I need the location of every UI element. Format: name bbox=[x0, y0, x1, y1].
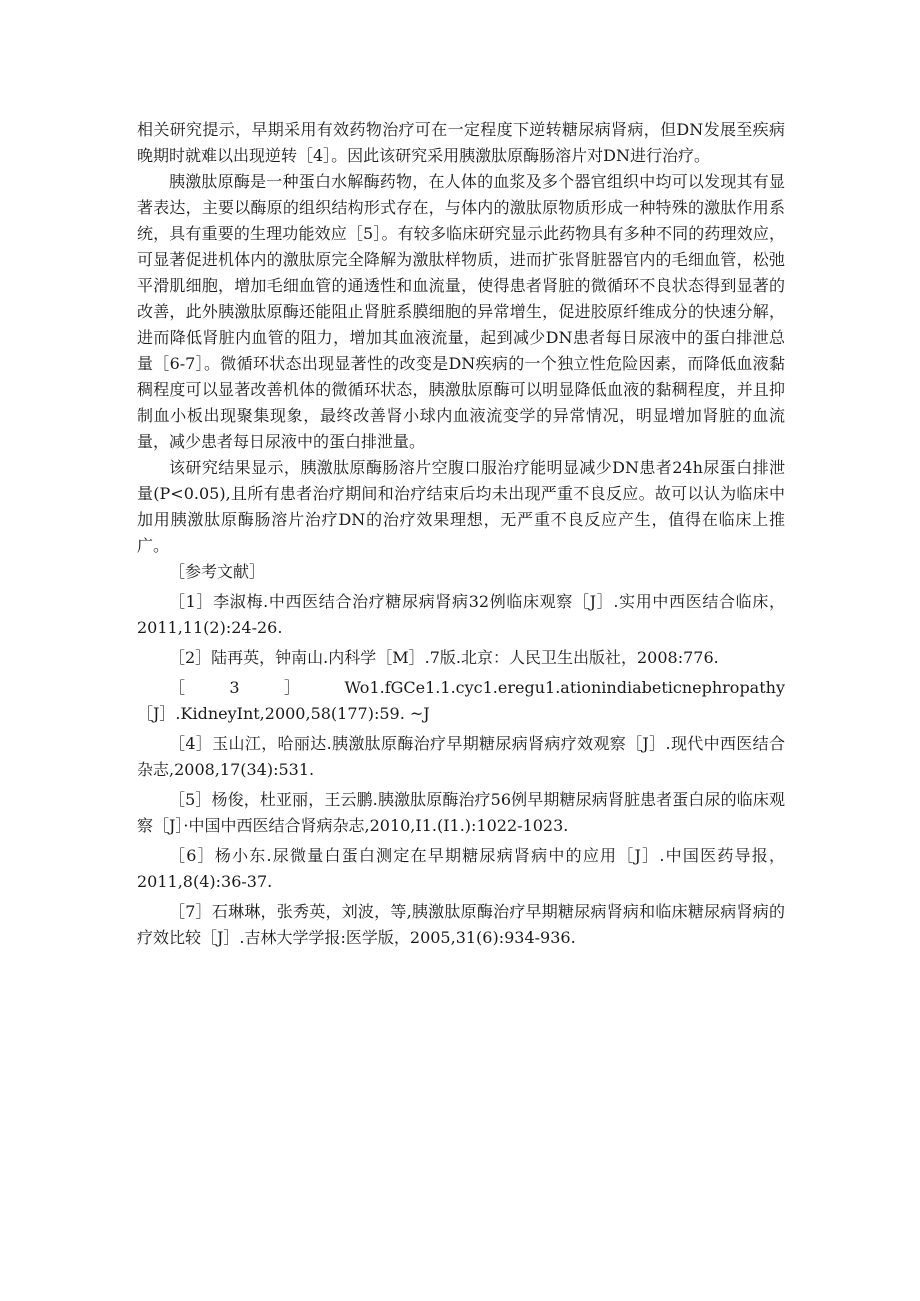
reference-item-1: ［1］李淑梅.中西医结合治疗糖尿病肾病32例临床观察［J］.实用中西医结合临床，2011,11(2):24-26. bbox=[137, 592, 785, 637]
references-heading: ［参考文献］ bbox=[169, 562, 266, 581]
body-paragraph-conclusion: 该研究结果显示，胰激肽原酶肠溶片空腹口服治疗能明显减少DN患者24h尿蛋白排泄量(P<0.05),且所有患者治疗期间和治疗结束后均未出现严重不良反应。故可以认为临床中加用胰激肽原酶肠溶片治疗DN的治疗效果理想，无严重不良反应产生，值得在临床上推广。 bbox=[137, 458, 785, 555]
reference-item-5: ［5］杨俊，杜亚丽，王云鹏.胰激肽原酶治疗56例早期糖尿病肾脏患者蛋白尿的临床观察［J］·中国中西医结合肾病杂志,2010,I1.(I1.):1022-1023. bbox=[137, 790, 785, 835]
body-paragraph-enzyme: 胰激肽原酶是一种蛋白水解酶药物，在人体的血浆及多个器官组织中均可以发现其有显著表达，主要以酶原的组织结构形式存在，与体内的激肽原物质形成一种特殊的激肽作用系统，具有重要的生理功能效应［5］。有较多临床研究显示此药物具有多种不同的药理效应，可显著促进机体内的激肽原完全降解为激肽样物质，进而扩张肾脏器官内的毛细血管，松弛平滑肌细胞，增加毛细血管的通透性和血流量，使得患者肾脏的微循环不良状态得到显著的改善，此外胰激肽原酶还能阻止肾脏系膜细胞的异常增生，促进胶原纤维成分的快速分解，进而降低肾脏内血管的阻力，增加其血液流量，起到减少DN患者每日尿液中的蛋白排泄总量［6-7］。微循环状态出现显著性的改变是DN疾病的一个独立性危险因素，而降低血液黏稠程度可以显著改善机体的微循环状态，胰激肽原酶可以明显降低血液的黏稠程度，并且抑制血小板出现聚集现象，最终改善肾小球内血液流变学的异常情况，明显增加肾脏的血流量，减少患者每日尿液中的蛋白排泄量。 bbox=[137, 172, 785, 451]
reference-item-6: ［6］杨小东.尿微量白蛋白测定在早期糖尿病肾病中的应用［J］.中国医药导报，2011,8(4):36-37. bbox=[137, 846, 785, 891]
reference-item-3: ［3］Wo1.fGCe1.1.cyc1.eregu1.ationindiabeticnephropathy［J］.KidneyInt,2000,58(177):59. ~J bbox=[137, 678, 785, 723]
references-section bbox=[137, 559, 785, 951]
reference-item-7: ［7］石琳琳，张秀英，刘波，等,胰激肽原酶治疗早期糖尿病肾病和临床糖尿病肾病的疗效比较［J］.吉林大学学报:医学版，2005,31(6):934-936. bbox=[137, 902, 785, 947]
document-page bbox=[137, 117, 785, 951]
body-paragraph-continuation: 相关研究提示，早期采用有效药物治疗可在一定程度下逆转糖尿病肾病，但DN发展至疾病晚期时就难以出现逆转［4］。因此该研究采用胰激肽原酶肠溶片对DN进行治疗。 bbox=[137, 120, 785, 165]
reference-item-4: ［4］玉山江，哈丽达.胰激肽原酶治疗早期糖尿病肾病疗效观察［J］.现代中西医结合杂志,2008,17(34):531. bbox=[137, 734, 785, 779]
reference-item-2: ［2］陆再英，钟南山.内科学［M］.7版.北京：人民卫生出版社，2008:776. bbox=[169, 648, 719, 667]
